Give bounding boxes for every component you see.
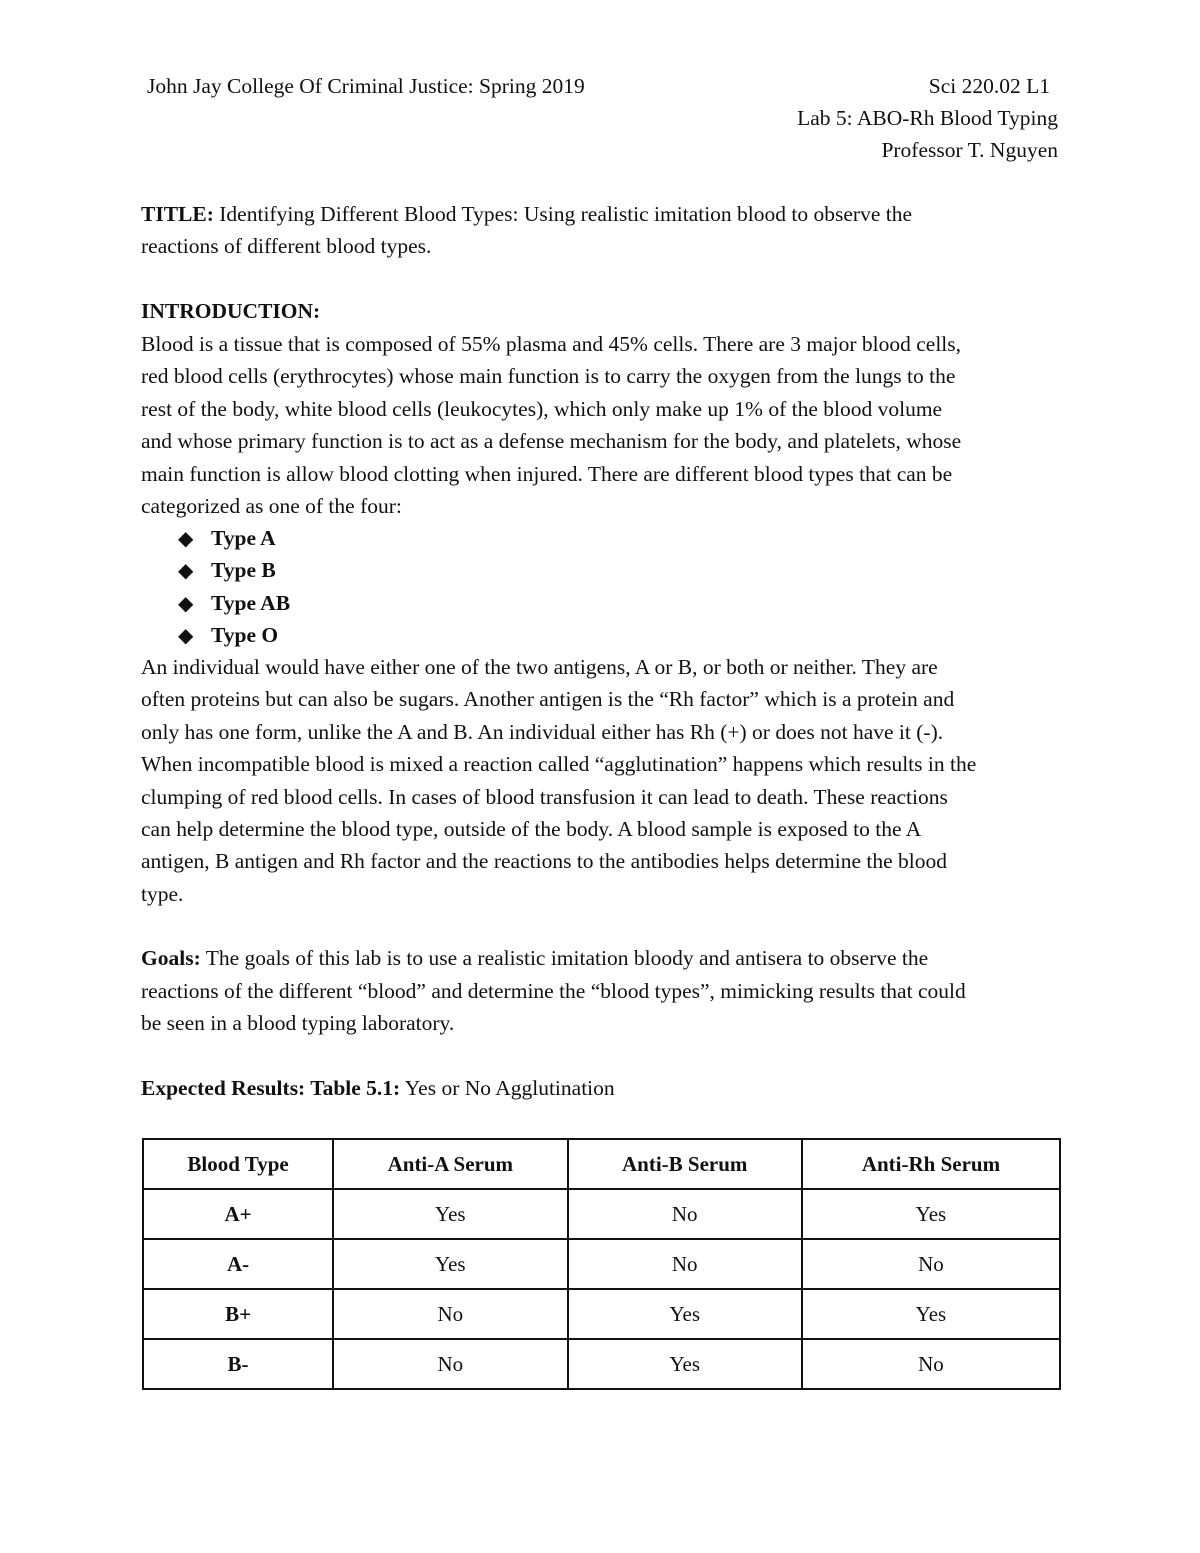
goals-text: The goals of this lab is to use a realistic imitation bloody and antisera to observe the <box>200 946 929 970</box>
title-label: TITLE: <box>141 202 214 226</box>
expected-text: Yes or No Agglutination <box>400 1076 615 1100</box>
paragraph-line: and whose primary function is to act as a defense mechanism for the body, and platelets, whose <box>141 429 962 454</box>
table-cell: B+ <box>143 1289 333 1339</box>
table-cell: Yes <box>802 1189 1060 1239</box>
paragraph-line: An individual would have either one of the two antigens, A or B, or both or neither. They are <box>141 655 938 679</box>
column-header: Anti-A Serum <box>333 1139 567 1189</box>
diamond-bullet-icon: ◆ <box>178 592 194 615</box>
list-item-label: Type B <box>211 558 276 583</box>
table-cell: Yes <box>333 1189 567 1239</box>
agglutination-table <box>142 1138 1061 1390</box>
list-item <box>178 522 276 555</box>
diamond-bullet-icon: ◆ <box>178 528 194 550</box>
title-line <box>141 198 912 230</box>
diamond-bullet-icon: ◆ <box>178 625 194 648</box>
table-cell: No <box>568 1239 802 1289</box>
expected-label: Expected Results: Table 5.1: <box>141 1076 401 1100</box>
table-cell: No <box>333 1289 567 1339</box>
paragraph-line: rest of the body, white blood cells (leukocytes), which only make up 1% of the blood volume <box>141 396 943 421</box>
table-cell: No <box>568 1189 802 1239</box>
table-cell: A- <box>143 1239 333 1289</box>
paragraph-line: can help determine the blood type, outside of the body. A blood sample is exposed to the A <box>141 817 922 841</box>
table-cell: No <box>802 1339 1060 1389</box>
table-cell: Yes <box>333 1239 567 1289</box>
paragraph-line: only has one form, unlike the A and B. An individual either has Rh (+) or does not have it (-). <box>141 719 944 744</box>
list-item <box>178 619 278 652</box>
list-item-label: Type A <box>211 526 276 550</box>
title-text: Identifying Different Blood Types: Using realistic imitation blood to observe the <box>213 202 913 226</box>
header-course: Sci 220.02 L1 <box>928 74 1050 98</box>
paragraph-line: main function is allow blood clotting when injured. There are different blood types that can be <box>141 461 953 486</box>
column-header: Blood Type <box>143 1139 333 1189</box>
diamond-bullet-icon: ◆ <box>178 560 194 583</box>
goals-label: Goals: <box>141 946 201 970</box>
table-row <box>143 1189 1060 1239</box>
table-cell: Yes <box>802 1289 1060 1339</box>
paragraph-line: When incompatible blood is mixed a reaction called “agglutination” happens which results in the <box>141 752 977 777</box>
table-row <box>143 1339 1060 1389</box>
paragraph-line: red blood cells (erythrocytes) whose main function is to carry the oxygen from the lungs to the <box>141 364 956 389</box>
paragraph-line: Blood is a tissue that is composed of 55% plasma and 45% cells. There are 3 major blood cells, <box>141 332 962 356</box>
table-cell: A+ <box>143 1189 333 1239</box>
goals-line <box>141 942 928 974</box>
introduction-heading: INTRODUCTION: <box>141 299 321 323</box>
list-item-label: Type AB <box>211 590 291 615</box>
table-cell: No <box>333 1339 567 1389</box>
header-professor: Professor T. Nguyen <box>881 138 1058 162</box>
paragraph-line: categorized as one of the four: <box>141 494 402 518</box>
table-cell: Yes <box>568 1289 802 1339</box>
paragraph-line: antigen, B antigen and Rh factor and the reactions to the antibodies helps determine the blood <box>141 849 948 874</box>
list-item <box>178 587 290 620</box>
table-row <box>143 1289 1060 1339</box>
header-institution: John Jay College Of Criminal Justice: Spring 2019 <box>147 74 585 98</box>
paragraph-line: often proteins but can also be sugars. Another antigen is the “Rh factor” which is a protein and <box>141 687 955 712</box>
goals-line-2: reactions of the different “blood” and determine the “blood types”, mimicking results that could <box>141 979 966 1003</box>
paragraph-line: type. <box>141 881 184 906</box>
header-lab: Lab 5: ABO-Rh Blood Typing <box>797 106 1058 130</box>
column-header: Anti-B Serum <box>568 1139 802 1189</box>
title-line-2: reactions of different blood types. <box>141 234 432 258</box>
expected-results-caption <box>141 1072 615 1104</box>
list-item-label: Type O <box>211 623 279 648</box>
column-header: Anti-Rh Serum <box>802 1139 1060 1189</box>
list-item <box>178 554 276 587</box>
table-cell: B- <box>143 1339 333 1389</box>
table-row <box>143 1239 1060 1289</box>
table-cell: Yes <box>568 1339 802 1389</box>
goals-line-3: be seen in a blood typing laboratory. <box>141 1011 455 1035</box>
paragraph-line: clumping of red blood cells. In cases of blood transfusion it can lead to death. These reactions <box>141 784 948 809</box>
table-cell: No <box>802 1239 1060 1289</box>
